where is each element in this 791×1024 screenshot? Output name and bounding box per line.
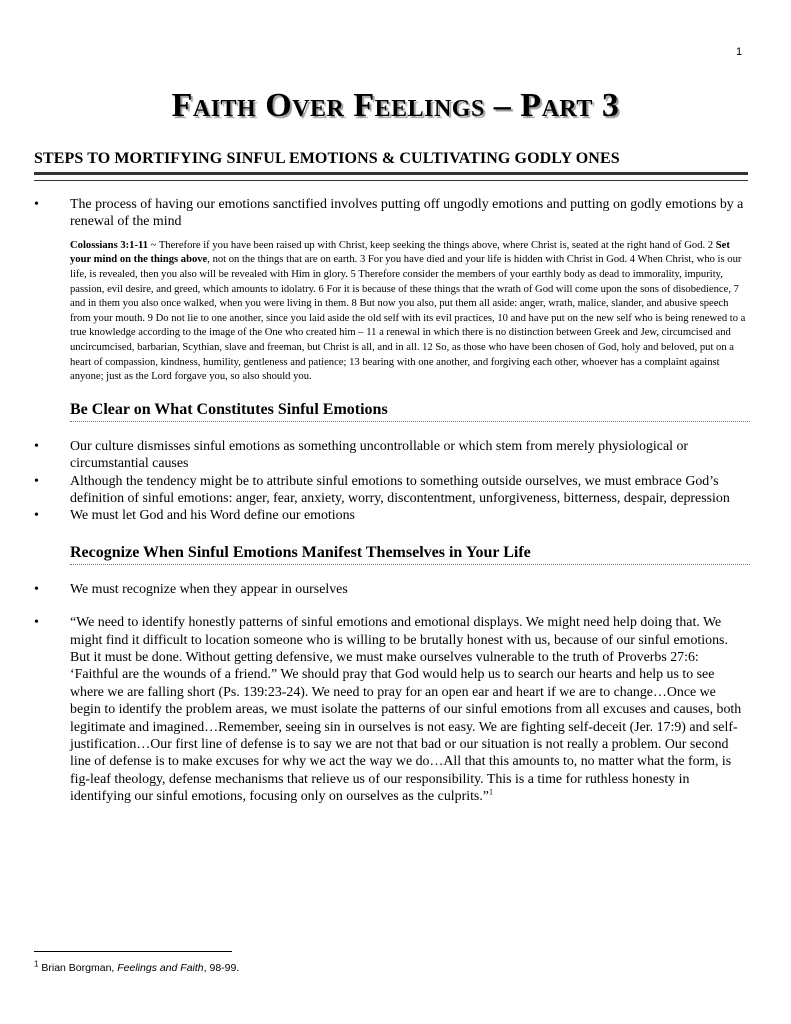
- intro-list: [34, 196, 750, 231]
- footnote-reference[interactable]: 1: [488, 787, 493, 797]
- footnote-book-title: Feelings and Faith: [117, 962, 204, 974]
- bullet-icon: •: [34, 438, 39, 454]
- bullet-icon: •: [34, 473, 39, 489]
- footnote: [34, 959, 240, 974]
- scripture-text-part2: , not on the things that are on earth. 3 For you have died and your life is hidden with Christ in God. 4 When Christ, who is our life, is revealed, then you also will be revealed with Him in glory. 5 Therefore consider the members of your earthly body as dead to immorality, impurity, passion, evil desire, and greed, which amounts to idolatry. 6 For it is because of these things that the wrath of God will come upon the sons of disobedience, 7 and in them you also once walked, when you were living in them. 8 But now you also, put them all aside: anger, wrath, malice, slander, and abusive speech from your mouth. 9 Do not lie to one another, since you laid aside the old self with its evil practices, 10 and have put on the new self who is being renewed to a true knowledge according to the image of the One who created him – 11 a renewal in which there is no distinction between Greek and Jew, circumcised and uncircumcised, barbarian, Scythian, slave and freeman, but Christ is all, and in all. 12 So, as those who have been chosen of God, holy and beloved, put on a heart of compassion, kindness, humility, gentleness and patience; 13 bearing with one another, and forgiving each other, whoever has a complaint against anyone; just as the Lord forgave you, so also should you.: [70, 254, 746, 383]
- bullet-icon: •: [34, 581, 39, 597]
- section1-bullet-text: We must let God and his Word define our emotions: [70, 508, 355, 524]
- bullet-icon: •: [34, 615, 39, 631]
- scripture-emphasis: Set your mind on the things above: [70, 239, 730, 266]
- scripture-reference: Colossians 3:1-11: [70, 239, 148, 251]
- list-item: [34, 438, 750, 473]
- intro-bullet-text: The process of having our emotions sanctified involves putting off ungodly emotions and putting on godly emotions by a renewal of the mind: [70, 197, 744, 230]
- section2-quote-list: [34, 614, 750, 805]
- scripture-quote: [70, 239, 750, 385]
- footnote-author: Brian Borgman,: [38, 962, 118, 974]
- list-item: [34, 581, 750, 598]
- list-item: [34, 614, 750, 805]
- page-title: Faith Over Feelings – Part 3: [171, 87, 620, 124]
- footnote-pages: , 98-99.: [203, 962, 240, 974]
- bullet-icon: •: [34, 197, 39, 212]
- section1-list: [34, 438, 750, 525]
- scripture-text-part1: ~ Therefore if you have been raised up with Christ, keep seeking the things above, where Christ is, seated at the right hand of God. 2: [148, 239, 716, 251]
- footnote-divider: [34, 951, 232, 952]
- borgman-quote-text: “We need to identify honestly patterns of sinful emotions and emotional displays. We might need help doing that. We might find it difficult to location someone who is willing to be brutally honest with us, because of our sinful emotions. But it must be done. Without getting defensive, we must make ourselves vulnerable to the truth of Proverbs 27:6: ‘Faithful are the wounds of a friend.” We should pray that God would help us to search our hearts and help us to see where we are falling short (Ps. 139:23-24). We need to pray for an open ear and heart if we are to change…Once we begin to identify the problem areas, we must isolate the patterns of our sinful emotions from all excuses and causes, both legitimate and imagined…Remember, seeing sin in ourselves is not easy. We are fighting self-deceit (Jer. 17:9) and self-justification…Our first line of defense is to say we are not that bad or our situation is not really a problem. Our second line of defense is to make excuses for why we act the way we do…All that this amounts to, no matter what the form, is fig-leaf theology, defense mechanisms that relieve us of our responsibility. This is a time for ruthless honesty in identifying our sinful emotions, focusing only on ourselves as the culprits.”: [70, 615, 742, 805]
- bullet-icon: •: [34, 508, 39, 524]
- section1-bullet-text: Although the tendency might be to attribute sinful emotions to something outside ourselves, we must embrace God’s definition of sinful emotions: anger, fear, anxiety, worry, discontentment, unforgiveness, bitterness, despair, depression: [70, 473, 730, 506]
- section2-bullet-text: We must recognize when they appear in ourselves: [70, 581, 348, 597]
- section2-list: [34, 581, 750, 598]
- footnote-number: 1: [34, 959, 39, 969]
- page-number: 1: [736, 46, 743, 58]
- main-content: [34, 196, 750, 806]
- list-item: [34, 473, 750, 508]
- title-divider: [34, 172, 748, 181]
- subtitle: STEPS TO MORTIFYING SINFUL EMOTIONS & CULTIVATING GODLY ONES: [34, 150, 620, 167]
- section-heading-sinful-emotions: Be Clear on What Constitutes Sinful Emotions: [70, 400, 388, 418]
- section1-bullet-text: Our culture dismisses sinful emotions as something uncontrollable or which stem from merely physiological or circumstantial causes: [70, 438, 689, 472]
- section-heading-recognize: Recognize When Sinful Emotions Manifest Themselves in Your Life: [70, 543, 531, 561]
- list-item: [34, 507, 750, 524]
- list-item: [34, 196, 750, 231]
